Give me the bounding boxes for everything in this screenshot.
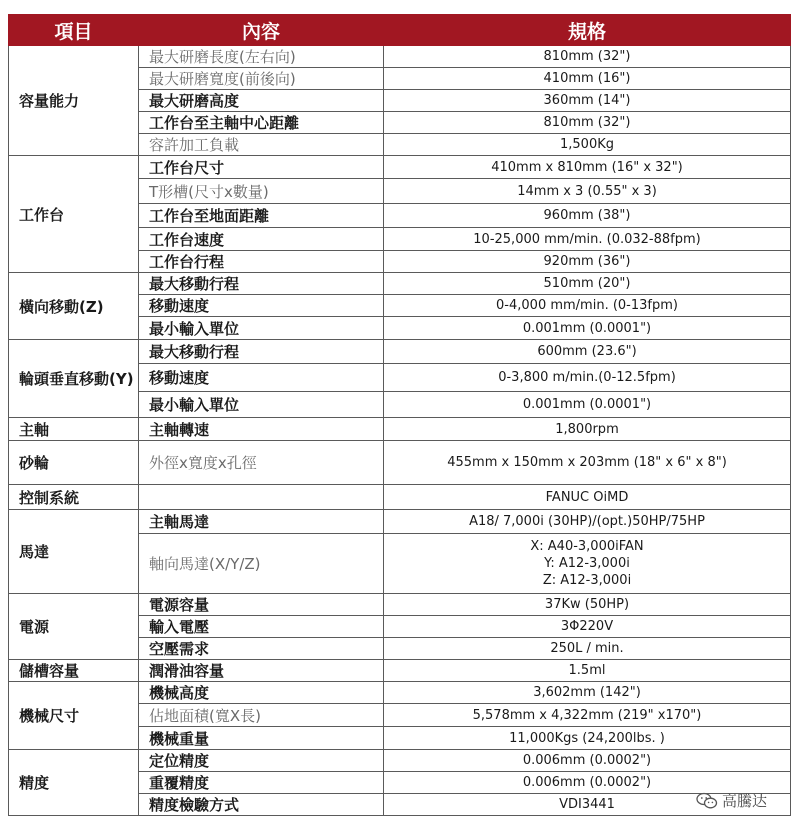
spec-value-cell xyxy=(384,682,791,704)
spec-value-cell xyxy=(384,704,791,727)
spec-value: 0.006mm (0.0002") xyxy=(522,775,652,790)
spec-value-cell xyxy=(384,441,791,485)
spec-value-cell xyxy=(384,46,791,68)
item-cell: 工作台速度 xyxy=(139,228,384,251)
category-cell: 控制系統 xyxy=(9,485,139,510)
spec-value-cell xyxy=(384,156,791,179)
item-cell: 電源容量 xyxy=(139,594,384,616)
spec-value: 10-25,000 mm/min. (0.032-88fpm) xyxy=(473,231,701,247)
spec-value: 1,800rpm xyxy=(555,421,619,437)
spec-value: A18/ 7,000i (30HP)/(opt.)50HP/75HP xyxy=(469,514,705,529)
spec-value: 3Φ220V xyxy=(560,619,614,634)
spec-value-cell xyxy=(384,616,791,638)
spec-value-cell xyxy=(384,594,791,616)
header-row xyxy=(9,15,791,46)
item-cell: 主軸馬達 xyxy=(139,510,384,534)
category-cell: 電源 xyxy=(9,594,139,660)
spec-value-cell xyxy=(384,638,791,660)
item-cell: 佔地面積(寬X長) xyxy=(139,704,384,727)
item-cell: 機械高度 xyxy=(139,682,384,704)
category-cell: 輪頭垂直移動(Y) xyxy=(9,340,139,418)
category-cell: 容量能力 xyxy=(9,46,139,156)
item-cell: 最大研磨寬度(前後向) xyxy=(139,68,384,90)
spec-value: 3,602mm (142") xyxy=(533,685,641,700)
spec-row xyxy=(9,510,791,534)
item-cell: 機械重量 xyxy=(139,727,384,750)
spec-value: 0-3,800 m/min.(0-12.5fpm) xyxy=(498,370,676,385)
spec-value: 510mm (20") xyxy=(543,276,631,291)
spec-value: 810mm (32") xyxy=(543,49,631,64)
spec-value: 0.006mm (0.0002") xyxy=(522,753,652,768)
item-cell: 最大研磨長度(左右向) xyxy=(139,46,384,68)
spec-value-cell xyxy=(384,534,791,594)
category-cell: 儲槽容量 xyxy=(9,660,139,682)
spec-value-cell xyxy=(384,204,791,228)
item-cell: 容許加工負載 xyxy=(139,134,384,156)
spec-value: 1,500Kg xyxy=(560,137,614,152)
item-cell: 軸向馬達(X/Y/Z) xyxy=(139,534,384,594)
category-cell: 馬達 xyxy=(9,510,139,594)
spec-value: 1.5ml xyxy=(568,663,606,678)
spec-value: 37Kw (50HP) xyxy=(544,597,630,612)
spec-value-cell xyxy=(384,112,791,134)
item-cell: 工作台尺寸 xyxy=(139,156,384,179)
watermark xyxy=(696,790,767,811)
item-cell: 精度檢驗方式 xyxy=(139,794,384,816)
spec-value-cell xyxy=(384,273,791,295)
spec-value: 455mm x 150mm x 203mm (18" x 6" x 8") xyxy=(447,455,727,470)
spec-value-cell xyxy=(384,340,791,364)
spec-value: 5,578mm x 4,322mm (219" x170") xyxy=(472,707,702,723)
spec-value-cell xyxy=(384,660,791,682)
spec-value: 11,000Kgs (24,200lbs. ) xyxy=(509,730,665,746)
category-cell: 精度 xyxy=(9,750,139,816)
header-spec: 規格 xyxy=(384,15,791,46)
spec-value-cell xyxy=(384,392,791,418)
spec-value-cell xyxy=(384,228,791,251)
item-cell: 重覆精度 xyxy=(139,772,384,794)
spec-value-cell xyxy=(384,179,791,204)
spec-value-cell xyxy=(384,750,791,772)
category-cell: 砂輪 xyxy=(9,441,139,485)
category-cell: 橫向移動(Z) xyxy=(9,273,139,340)
spec-value: 810mm (32") xyxy=(543,115,631,130)
spec-value: 410mm (16") xyxy=(543,71,631,86)
item-cell: 潤滑油容量 xyxy=(139,660,384,682)
spec-value: Z: A12-3,000i xyxy=(542,573,632,588)
wechat-icon xyxy=(696,792,718,810)
item-cell xyxy=(139,485,384,510)
spec-row xyxy=(9,485,791,510)
spec-value: 0.001mm (0.0001") xyxy=(522,397,652,412)
spec-value-cell xyxy=(384,68,791,90)
item-cell: 定位精度 xyxy=(139,750,384,772)
spec-row xyxy=(9,156,791,179)
spec-value: VDI3441 xyxy=(559,797,615,812)
watermark-text: 高騰达 xyxy=(722,792,768,810)
item-cell: 最小輸入單位 xyxy=(139,392,384,418)
header-item: 項目 xyxy=(9,15,139,46)
spec-value: 410mm x 810mm (16" x 32") xyxy=(491,159,683,175)
spec-value-cell xyxy=(384,485,791,510)
spec-value-cell xyxy=(384,90,791,112)
spec-row xyxy=(9,418,791,441)
item-cell: 移動速度 xyxy=(139,295,384,317)
item-cell: 工作台至地面距離 xyxy=(139,204,384,228)
spec-value-cell xyxy=(384,364,791,392)
spec-row xyxy=(9,46,791,68)
item-cell: 最大移動行程 xyxy=(139,340,384,364)
item-cell: 移動速度 xyxy=(139,364,384,392)
item-cell: T形槽(尺寸x數量) xyxy=(139,179,384,204)
spec-value: 600mm (23.6") xyxy=(537,344,637,359)
item-cell: 空壓需求 xyxy=(139,638,384,660)
spec-body xyxy=(9,46,791,816)
spec-value: 960mm (38") xyxy=(543,208,631,223)
item-cell: 主軸轉速 xyxy=(139,418,384,441)
spec-value: 360mm (14") xyxy=(543,93,631,108)
spec-row xyxy=(9,594,791,616)
spec-row xyxy=(9,441,791,485)
spec-value-cell xyxy=(384,418,791,441)
spec-value: 14mm x 3 (0.55" x 3) xyxy=(517,183,657,199)
spec-value-cell xyxy=(384,510,791,534)
spec-value: 0-4,000 mm/min. (0-13fpm) xyxy=(496,298,678,313)
category-cell: 工作台 xyxy=(9,156,139,273)
spec-value: X: A40-3,000iFAN xyxy=(530,539,644,554)
spec-row xyxy=(9,273,791,295)
item-cell: 最小輸入單位 xyxy=(139,317,384,340)
item-cell: 最大研磨高度 xyxy=(139,90,384,112)
spec-value-cell xyxy=(384,727,791,750)
item-cell: 輸入電壓 xyxy=(139,616,384,638)
spec-row xyxy=(9,340,791,364)
spec-value-cell xyxy=(384,134,791,156)
spec-value: Y: A12-3,000i xyxy=(544,556,630,571)
spec-row xyxy=(9,682,791,704)
spec-table xyxy=(8,14,791,816)
item-cell: 最大移動行程 xyxy=(139,273,384,295)
category-cell: 機械尺寸 xyxy=(9,682,139,750)
spec-value-cell xyxy=(384,295,791,317)
spec-value: FANUC OiMD xyxy=(545,489,629,505)
header-content: 內容 xyxy=(139,15,384,46)
category-cell: 主軸 xyxy=(9,418,139,441)
spec-value: 920mm (36") xyxy=(543,254,631,269)
item-cell: 工作台至主軸中心距離 xyxy=(139,112,384,134)
spec-value-cell xyxy=(384,317,791,340)
spec-row xyxy=(9,750,791,772)
spec-value-cell xyxy=(384,251,791,273)
spec-row xyxy=(9,660,791,682)
spec-value: 0.001mm (0.0001") xyxy=(522,320,652,336)
item-cell: 外徑x寬度x孔徑 xyxy=(139,441,384,485)
item-cell: 工作台行程 xyxy=(139,251,384,273)
spec-value: 250L / min. xyxy=(550,641,624,656)
